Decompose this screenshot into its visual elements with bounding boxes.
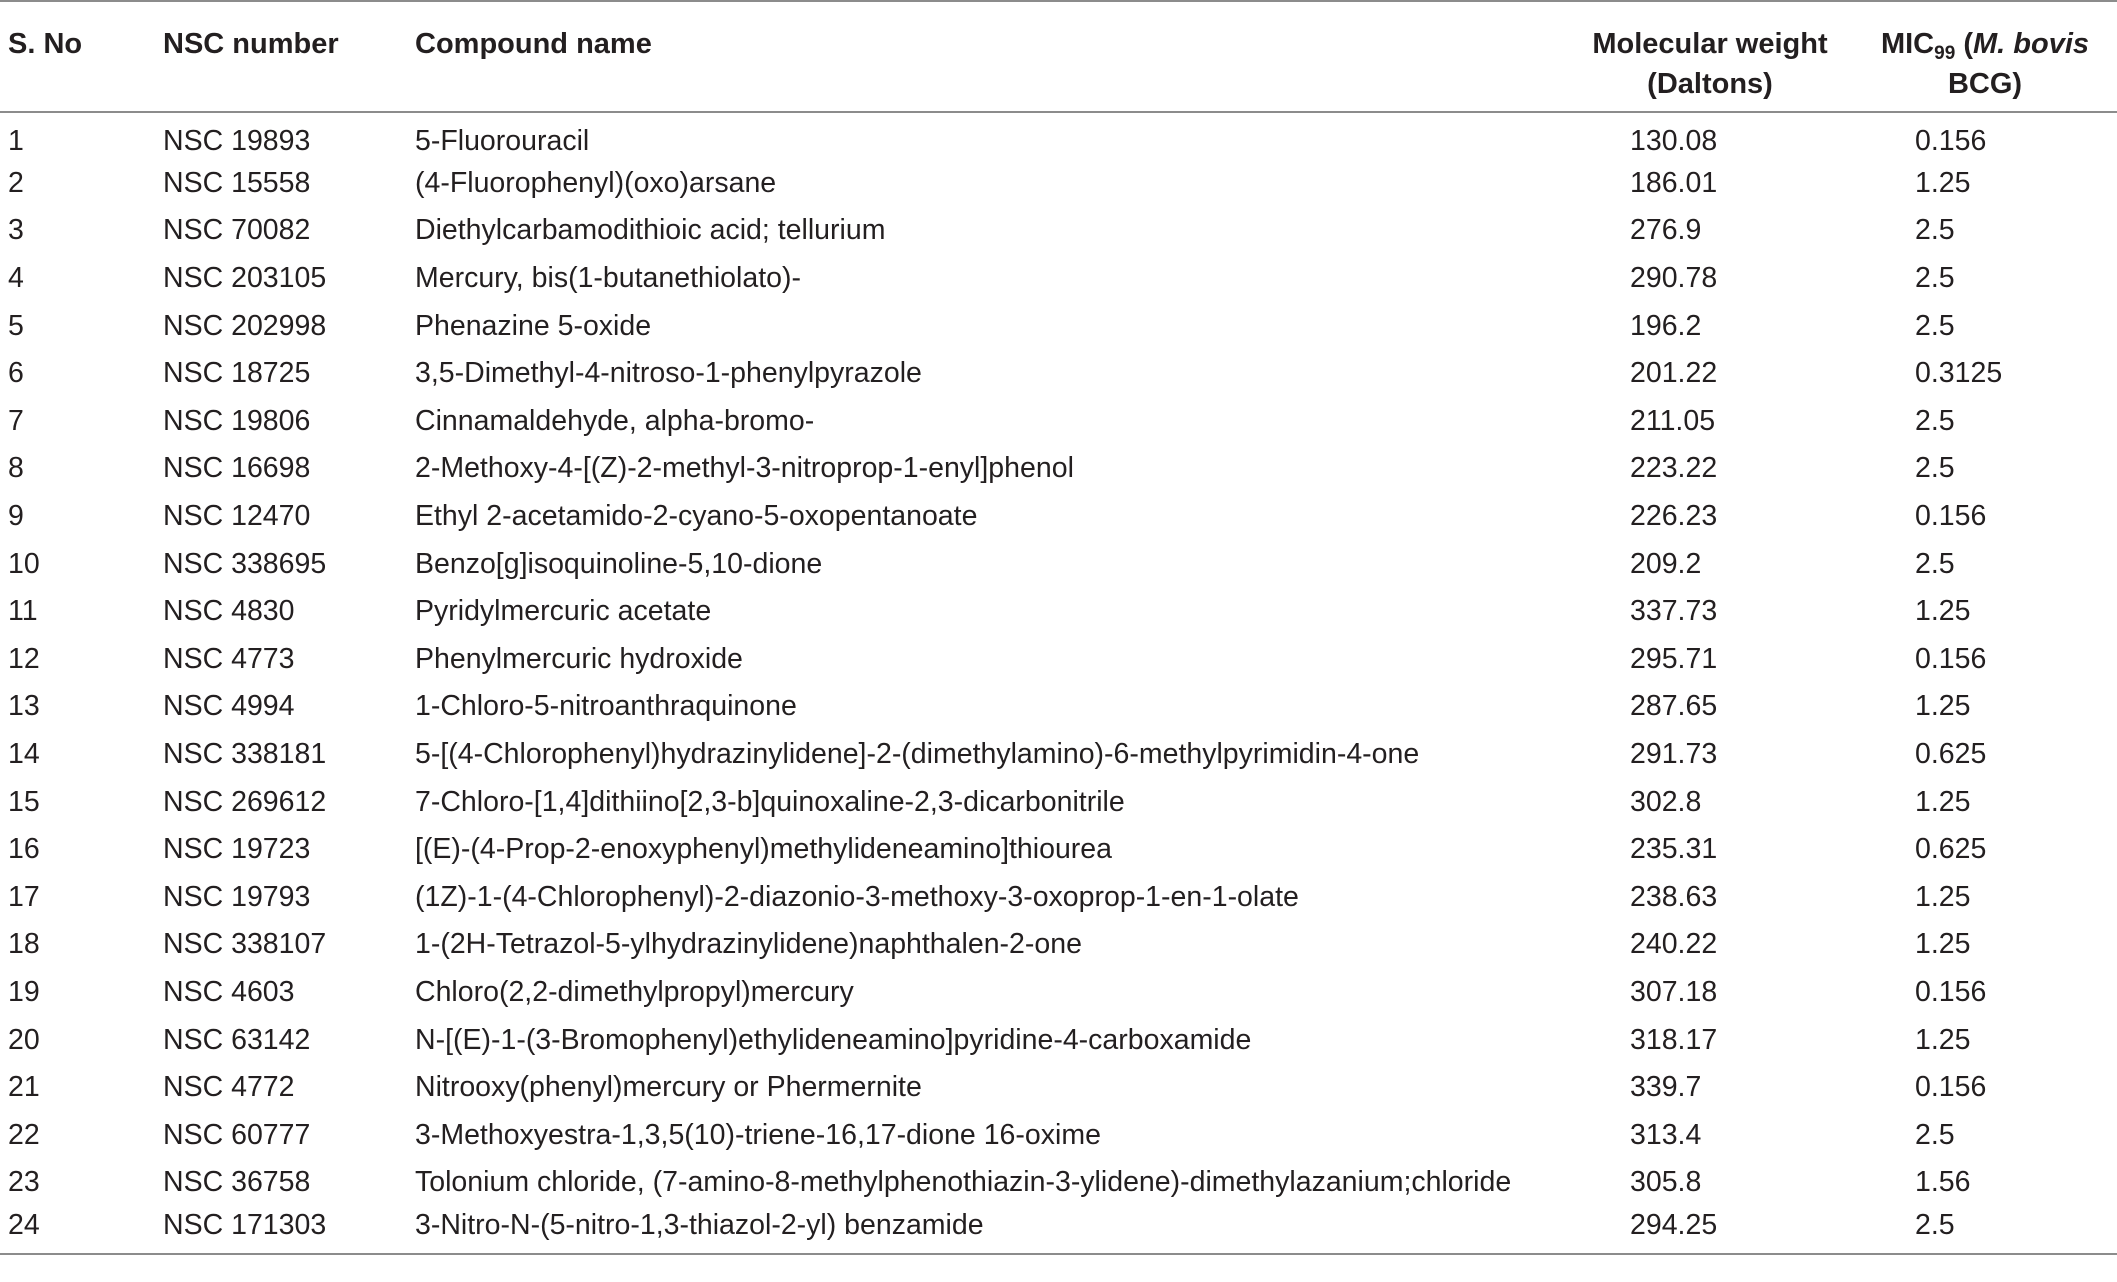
table-row (0, 160, 2117, 208)
cell-compound-name: Chloro(2,2-dimethylpropyl)mercury (415, 975, 854, 1008)
cell-molecular-weight: 238.63 (1630, 880, 1718, 913)
cell-mic99: 2.5 (1915, 547, 1955, 580)
cell-nsc-number: NSC 338107 (163, 928, 327, 961)
cell-sno: 4 (8, 262, 24, 295)
cell-sno: 9 (8, 500, 24, 533)
cell-nsc-number: NSC 19793 (163, 880, 311, 913)
table-row (0, 778, 2117, 826)
cell-molecular-weight: 305.8 (1630, 1166, 1702, 1199)
cell-molecular-weight: 337.73 (1630, 595, 1718, 628)
header-molecular-weight (1575, 1, 1845, 112)
cell-molecular-weight: 209.2 (1630, 547, 1702, 580)
cell-nsc-number: NSC 203105 (163, 262, 327, 295)
table-body (0, 112, 2117, 1254)
table-row (0, 1016, 2117, 1064)
cell-nsc-number: NSC 15558 (163, 166, 311, 199)
cell-mic99: 1.25 (1915, 690, 1971, 723)
table-row (0, 398, 2117, 446)
cell-sno: 13 (8, 690, 40, 723)
cell-compound-name: Mercury, bis(1-butanethiolato)- (415, 262, 801, 295)
table-header (0, 1, 2117, 112)
cell-nsc-number: NSC 19893 (163, 124, 311, 157)
table-row (0, 302, 2117, 350)
cell-nsc-number: NSC 12470 (163, 500, 311, 533)
cell-mic99: 0.156 (1915, 124, 1987, 157)
cell-sno: 1 (8, 124, 24, 157)
cell-nsc-number: NSC 171303 (163, 1207, 415, 1255)
cell-nsc-number: NSC 70082 (163, 214, 311, 247)
cell-compound-name: 5-[(4-Chlorophenyl)hydrazinylidene]-2-(dimethylamino)-6-methylpyrimidin-4-one (415, 738, 1420, 771)
cell-mic99: 0.156 (1915, 500, 1987, 533)
table-row (0, 1207, 2117, 1255)
cell-mic99: 2.5 (1915, 1118, 1955, 1151)
cell-sno: 24 (0, 1207, 163, 1255)
cell-sno: 3 (8, 214, 24, 247)
cell-molecular-weight: 223.22 (1630, 452, 1718, 485)
cell-nsc-number: NSC 4830 (163, 595, 295, 628)
cell-sno: 18 (8, 928, 40, 961)
table-row (0, 921, 2117, 969)
header-mic-paren: ( (1955, 28, 1973, 60)
cell-molecular-weight: 186.01 (1630, 166, 1718, 199)
cell-sno: 23 (8, 1166, 40, 1199)
header-mw-line2: (Daltons) (1647, 68, 1773, 100)
cell-mic99: 1.25 (1915, 166, 1971, 199)
cell-molecular-weight: 339.7 (1630, 1071, 1702, 1104)
header-mw-line1: Molecular weight (1592, 28, 1828, 60)
cell-compound-name: [(E)-(4-Prop-2-enoxyphenyl)methylideneamino]thiourea (415, 833, 1112, 866)
cell-compound-name: Phenazine 5-oxide (415, 309, 652, 342)
cell-sno: 21 (8, 1071, 40, 1104)
cell-compound-name: Cinnamaldehyde, alpha-bromo- (415, 404, 815, 437)
cell-mic99: 2.5 (1915, 309, 1955, 342)
cell-mic99: 0.156 (1915, 1071, 1987, 1104)
cell-mic99: 2.5 (1915, 214, 1955, 247)
cell-compound-name: N-[(E)-1-(3-Bromophenyl)ethylideneamino]pyridine-4-carboxamide (415, 1023, 1252, 1056)
cell-molecular-weight: 287.65 (1630, 690, 1718, 723)
cell-sno: 2 (8, 166, 24, 199)
cell-molecular-weight: 307.18 (1630, 975, 1718, 1008)
cell-compound-name: 5-Fluorouracil (415, 124, 590, 157)
cell-nsc-number: NSC 63142 (163, 1023, 311, 1056)
table-row (0, 636, 2117, 684)
cell-sno: 19 (8, 975, 40, 1008)
table-row (0, 1111, 2117, 1159)
cell-mic99: 0.625 (1915, 738, 1987, 771)
cell-molecular-weight: 290.78 (1630, 262, 1718, 295)
cell-molecular-weight: 295.71 (1630, 642, 1718, 675)
cell-sno: 11 (8, 595, 38, 628)
cell-compound-name: Diethylcarbamodithioic acid; tellurium (415, 214, 886, 247)
cell-molecular-weight: 313.4 (1630, 1118, 1702, 1151)
table-row (0, 826, 2117, 874)
cell-sno: 17 (8, 880, 40, 913)
cell-molecular-weight: 130.08 (1630, 124, 1718, 157)
cell-sno: 16 (8, 833, 40, 866)
header-mic-species: M. bovis (1973, 28, 2090, 60)
cell-sno: 10 (8, 547, 40, 580)
cell-molecular-weight: 318.17 (1630, 1023, 1718, 1056)
cell-nsc-number: NSC 202998 (163, 309, 327, 342)
table-row (0, 1064, 2117, 1112)
cell-compound-name: Tolonium chloride, (7-amino-8-methylphenothiazin-3-ylidene)-dimethylazanium;chloride (415, 1166, 1512, 1199)
cell-compound-name: 3-Methoxyestra-1,3,5(10)-triene-16,17-dione 16-oxime (415, 1118, 1101, 1151)
cell-molecular-weight: 240.22 (1630, 928, 1718, 961)
cell-mic99: 1.25 (1915, 595, 1971, 628)
cell-mic99: 0.156 (1915, 642, 1987, 675)
cell-compound-name: 1-(2H-Tetrazol-5-ylhydrazinylidene)naphthalen-2-one (415, 928, 1082, 961)
cell-nsc-number: NSC 338695 (163, 547, 327, 580)
cell-nsc-number: NSC 4772 (163, 1071, 295, 1104)
cell-nsc-number: NSC 4603 (163, 975, 295, 1008)
cell-mic99: 2.5 (1915, 452, 1955, 485)
cell-nsc-number: NSC 19723 (163, 833, 311, 866)
cell-sno: 5 (8, 309, 24, 342)
cell-mic99: 0.625 (1915, 833, 1987, 866)
table-row (0, 350, 2117, 398)
cell-sno: 6 (8, 357, 24, 390)
cell-nsc-number: NSC 4994 (163, 690, 295, 723)
table-row (0, 207, 2117, 255)
table-row (0, 969, 2117, 1017)
cell-nsc-number: NSC 60777 (163, 1118, 311, 1151)
cell-compound-name: Phenylmercuric hydroxide (415, 642, 743, 675)
cell-sno: 22 (8, 1118, 40, 1151)
table-row (0, 731, 2117, 779)
cell-compound-name: Pyridylmercuric acetate (415, 595, 712, 628)
cell-molecular-weight: 226.23 (1630, 500, 1718, 533)
cell-molecular-weight: 201.22 (1630, 357, 1718, 390)
header-mic-prefix: MIC (1880, 28, 1935, 60)
cell-nsc-number: NSC 4773 (163, 642, 295, 675)
cell-nsc-number: NSC 16698 (163, 452, 311, 485)
cell-mic99: 2.5 (1845, 1207, 2117, 1255)
cell-sno: 8 (8, 452, 24, 485)
cell-sno: 14 (8, 738, 40, 771)
cell-sno: 7 (8, 404, 24, 437)
table-row (0, 493, 2117, 541)
cell-molecular-weight: 211.05 (1630, 404, 1716, 437)
cell-molecular-weight: 302.8 (1630, 785, 1702, 818)
header-mic-sub: 99 (1934, 43, 1956, 64)
cell-mic99: 2.5 (1915, 404, 1955, 437)
cell-mic99: 0.156 (1915, 975, 1987, 1008)
cell-mic99: 1.25 (1915, 880, 1971, 913)
table-row (0, 683, 2117, 731)
cell-compound-name: Ethyl 2-acetamido-2-cyano-5-oxopentanoate (415, 500, 978, 533)
cell-compound-name: 3-Nitro-N-(5-nitro-1,3-thiazol-2-yl) benzamide (415, 1207, 1575, 1255)
cell-mic99: 1.56 (1915, 1166, 1971, 1199)
header-nsc-number: NSC number (163, 1, 415, 112)
cell-sno: 20 (8, 1023, 40, 1056)
cell-sno: 15 (8, 785, 40, 818)
cell-molecular-weight: 291.73 (1630, 738, 1718, 771)
header-mic99 (1845, 1, 2117, 112)
header-mic-line2: BCG) (1947, 68, 2023, 100)
cell-mic99: 1.25 (1915, 928, 1971, 961)
cell-nsc-number: NSC 36758 (163, 1166, 311, 1199)
table-row (0, 588, 2117, 636)
cell-molecular-weight: 196.2 (1630, 309, 1702, 342)
cell-mic99: 0.3125 (1915, 357, 2003, 390)
cell-mic99: 1.25 (1915, 785, 1971, 818)
cell-compound-name: (4-Fluorophenyl)(oxo)arsane (415, 166, 777, 199)
cell-compound-name: (1Z)-1-(4-Chlorophenyl)-2-diazonio-3-methoxy-3-oxoprop-1-en-1-olate (415, 880, 1299, 913)
table-row (0, 540, 2117, 588)
cell-nsc-number: NSC 269612 (163, 785, 327, 818)
cell-molecular-weight: 276.9 (1630, 214, 1702, 247)
cell-molecular-weight: 235.31 (1630, 833, 1718, 866)
cell-compound-name: 7-Chloro-[1,4]dithiino[2,3-b]quinoxaline-2,3-dicarbonitrile (415, 785, 1125, 818)
cell-compound-name: 1-Chloro-5-nitroanthraquinone (415, 690, 797, 723)
cell-nsc-number: NSC 338181 (163, 738, 327, 771)
cell-mic99: 2.5 (1915, 262, 1955, 295)
table-row (0, 112, 2117, 160)
header-sno: S. No (0, 1, 163, 112)
header-compound-name: Compound name (415, 1, 1575, 112)
table-row (0, 874, 2117, 922)
cell-sno: 12 (8, 642, 40, 675)
table-row (0, 1159, 2117, 1207)
cell-compound-name: 2-Methoxy-4-[(Z)-2-methyl-3-nitroprop-1-enyl]phenol (415, 452, 1074, 485)
header-row (0, 1, 2117, 112)
cell-molecular-weight: 294.25 (1575, 1207, 1845, 1255)
cell-nsc-number: NSC 19806 (163, 404, 311, 437)
cell-mic99: 1.25 (1915, 1023, 1971, 1056)
cell-compound-name: Nitrooxy(phenyl)mercury or Phermernite (415, 1071, 922, 1104)
cell-compound-name: 3,5-Dimethyl-4-nitroso-1-phenylpyrazole (415, 357, 922, 390)
table-row (0, 255, 2117, 303)
cell-compound-name: Benzo[g]isoquinoline-5,10-dione (415, 547, 823, 580)
cell-nsc-number: NSC 18725 (163, 357, 311, 390)
table-row (0, 445, 2117, 493)
